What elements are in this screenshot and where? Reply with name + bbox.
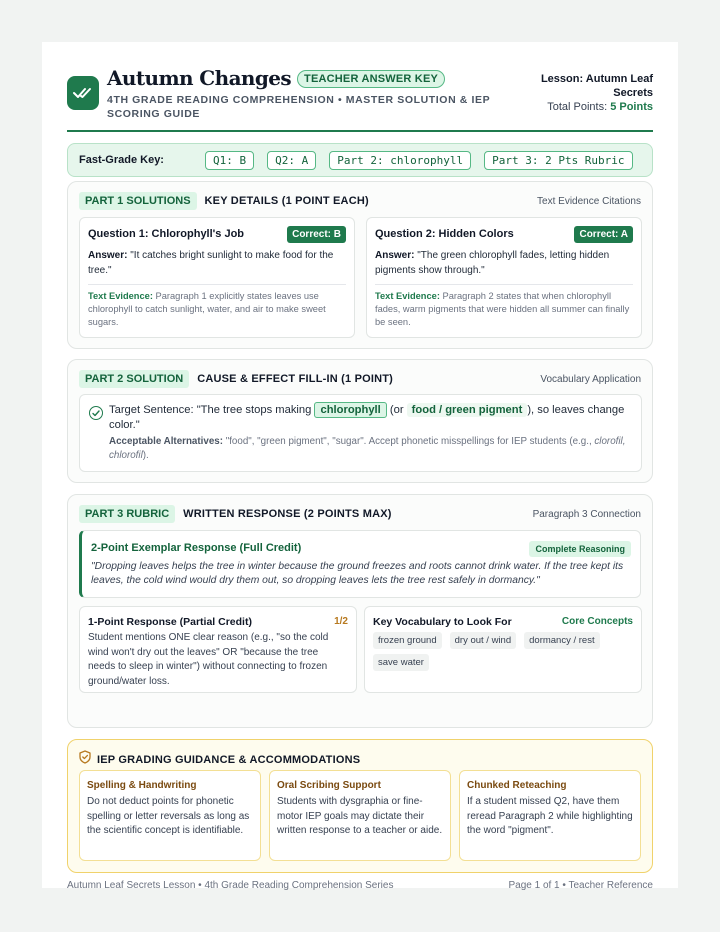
vocab-chip: dry out / wind (450, 632, 517, 649)
fast-key-chip-q1: Q1: B (205, 151, 254, 170)
question2-title: Question 2: Hidden Colors (375, 228, 514, 240)
fast-key-chip-part3: Part 3: 2 Pts Rubric (484, 151, 632, 170)
part2-header (79, 370, 641, 388)
answer-text: "The green chlorophyll fades, letting hidden pigments show through." (375, 250, 610, 276)
fast-key-chip-part2: Part 2: chlorophyll (329, 151, 471, 170)
question2-correct-badge: Correct: A (574, 226, 633, 243)
exemplar-title: 2-Point Exemplar Response (Full Credit) (91, 542, 302, 554)
iep-card-reteaching (459, 770, 641, 861)
sentence-start: Target Sentence: "The tree stops making (109, 404, 312, 416)
page-title: Autumn Changes (107, 66, 292, 90)
iep-card-title: Oral Scribing Support (277, 780, 381, 791)
question1-answer (88, 248, 344, 278)
fast-key-label: Fast-Grade Key: (79, 154, 164, 166)
accept-label: Acceptable Alternatives: (109, 436, 223, 447)
total-points (541, 100, 653, 114)
fast-key-chip-q2: Q2: A (267, 151, 316, 170)
footer-left: Autumn Leaf Secrets Lesson • 4th Grade Reading Comprehension Series (67, 880, 394, 891)
iep-card-spelling (79, 770, 261, 861)
lesson-info (541, 72, 653, 114)
footer-right: Page 1 of 1 • Teacher Reference (508, 880, 653, 891)
exemplar-badge: Complete Reasoning (529, 541, 631, 557)
question1-correct-badge: Correct: B (287, 226, 346, 243)
answer-label: Answer: (375, 250, 415, 261)
check-circle-icon (89, 406, 103, 420)
answer-label: Answer: (88, 250, 128, 261)
points-value: 5 Points (610, 101, 653, 113)
vocab-chip: frozen ground (373, 632, 442, 649)
part2-right-label: Vocabulary Application (540, 373, 641, 385)
evidence-text: Paragraph 2 states that when chlorophyll fades, warm pigments that were hidden all summer can finally be seen. (375, 291, 630, 327)
vocab-right-label: Core Concepts (561, 616, 633, 627)
page-content (67, 66, 653, 891)
part3-pill: PART 3 RUBRIC (79, 505, 175, 523)
evidence-label: Text Evidence: (88, 291, 153, 301)
question2-evidence (375, 290, 633, 329)
shield-check-icon (79, 750, 91, 769)
vocab-chips (373, 632, 633, 676)
iep-card-title: Chunked Reteaching (467, 780, 567, 791)
iep-card-body: Students with dysgraphia or fine-motor IEP goals may dictate their written response to a teacher or aide. (277, 796, 443, 836)
lesson-label: Lesson: Autumn Leaf (540, 73, 653, 85)
part1-title: KEY DETAILS (1 POINT EACH) (204, 195, 369, 207)
vocab-chip: save water (373, 654, 429, 671)
part3-title: WRITTEN RESPONSE (2 POINTS MAX) (183, 508, 392, 520)
sentence-end: ), so leaves change color." (109, 404, 625, 431)
question1-evidence (88, 290, 346, 329)
double-check-icon (67, 76, 99, 110)
accept-text: "food", "green pigment", "sugar". Accept phonetic misspellings for IEP students (e.g., (225, 436, 592, 447)
evidence-label: Text Evidence: (375, 291, 440, 301)
partial-text: Student mentions ONE clear reason (e.g., "so the cold wind won't dry out the leaves" OR "because the tree needs to sleep in winter") without connecting to frozen ground/water loss. (88, 632, 329, 687)
part3-right-label: Paragraph 3 Connection (532, 508, 641, 520)
divider (88, 284, 346, 285)
page-footer (67, 880, 653, 891)
teacher-key-badge: TEACHER ANSWER KEY (297, 70, 445, 88)
part3-header (79, 505, 641, 523)
question2-answer (375, 248, 631, 278)
part1-section (67, 181, 653, 349)
acceptable-alternatives (109, 435, 633, 463)
accept-italic: clorofil, chlorofil (109, 436, 626, 461)
part2-card (79, 394, 642, 472)
question2-card (366, 217, 642, 338)
page-subtitle: 4TH GRADE READING COMPREHENSION • MASTER SOLUTION & IEP SCORING GUIDE (107, 94, 491, 120)
answer-text: "It catches bright sunlight to make food for the tree." (88, 250, 334, 276)
question1-title: Question 1: Chlorophyll's Job (88, 228, 245, 240)
question1-card (79, 217, 355, 338)
page-header (67, 66, 653, 132)
accept-end: ). (142, 450, 149, 461)
part2-title: CAUSE & EFFECT FILL-IN (1 POINT) (197, 373, 394, 385)
iep-header (79, 750, 360, 769)
part2-section (67, 359, 653, 483)
iep-guidance-section (67, 739, 653, 873)
target-sentence (109, 403, 633, 433)
partial-score: 1/2 (334, 616, 348, 627)
or-text: (or (389, 404, 404, 416)
part2-pill: PART 2 SOLUTION (79, 370, 189, 388)
iep-card-scribing (269, 770, 451, 861)
iep-card-body: If a student missed Q2, have them reread Paragraph 2 while highlighting the word "pigment". (467, 796, 633, 836)
iep-card-body: Do not deduct points for phonetic spelling or letter reversals as long as the scientific concept is identifiable. (87, 796, 250, 836)
answer-key-page (42, 42, 678, 891)
part1-pill: PART 1 SOLUTIONS (79, 192, 197, 210)
part1-header (79, 192, 641, 210)
exemplar-response (79, 530, 641, 598)
points-label: Total Points: (547, 101, 608, 113)
partial-credit-card (79, 606, 357, 693)
part3-section (67, 494, 653, 728)
lesson-label-2: Secrets (613, 87, 653, 99)
alternative-highlight: food / green pigment (407, 403, 528, 417)
title-row (107, 66, 445, 90)
divider (375, 284, 633, 285)
iep-card-title: Spelling & Handwriting (87, 780, 197, 791)
exemplar-text: "Dropping leaves helps the tree in winter because the ground freezes and roots cannot drink water. If the tree kept its leaves, the cold wind would dry them out, so dropping leaves lets the tree rest safely in dormancy." (91, 561, 624, 586)
fast-grade-key (67, 143, 653, 177)
evidence-text: Paragraph 1 explicitly states leaves use chlorophyll to catch sunlight, water, and air to make sweet sugars. (88, 291, 326, 327)
answer-highlight: chlorophyll (314, 402, 386, 418)
vocabulary-card (364, 606, 642, 693)
iep-title: IEP GRADING GUIDANCE & ACCOMMODATIONS (97, 753, 361, 766)
vocab-title: Key Vocabulary to Look For (373, 616, 512, 628)
partial-title: 1-Point Response (Partial Credit) (88, 616, 252, 628)
part1-right-label: Text Evidence Citations (537, 195, 641, 207)
vocab-chip: dormancy / rest (524, 632, 599, 649)
